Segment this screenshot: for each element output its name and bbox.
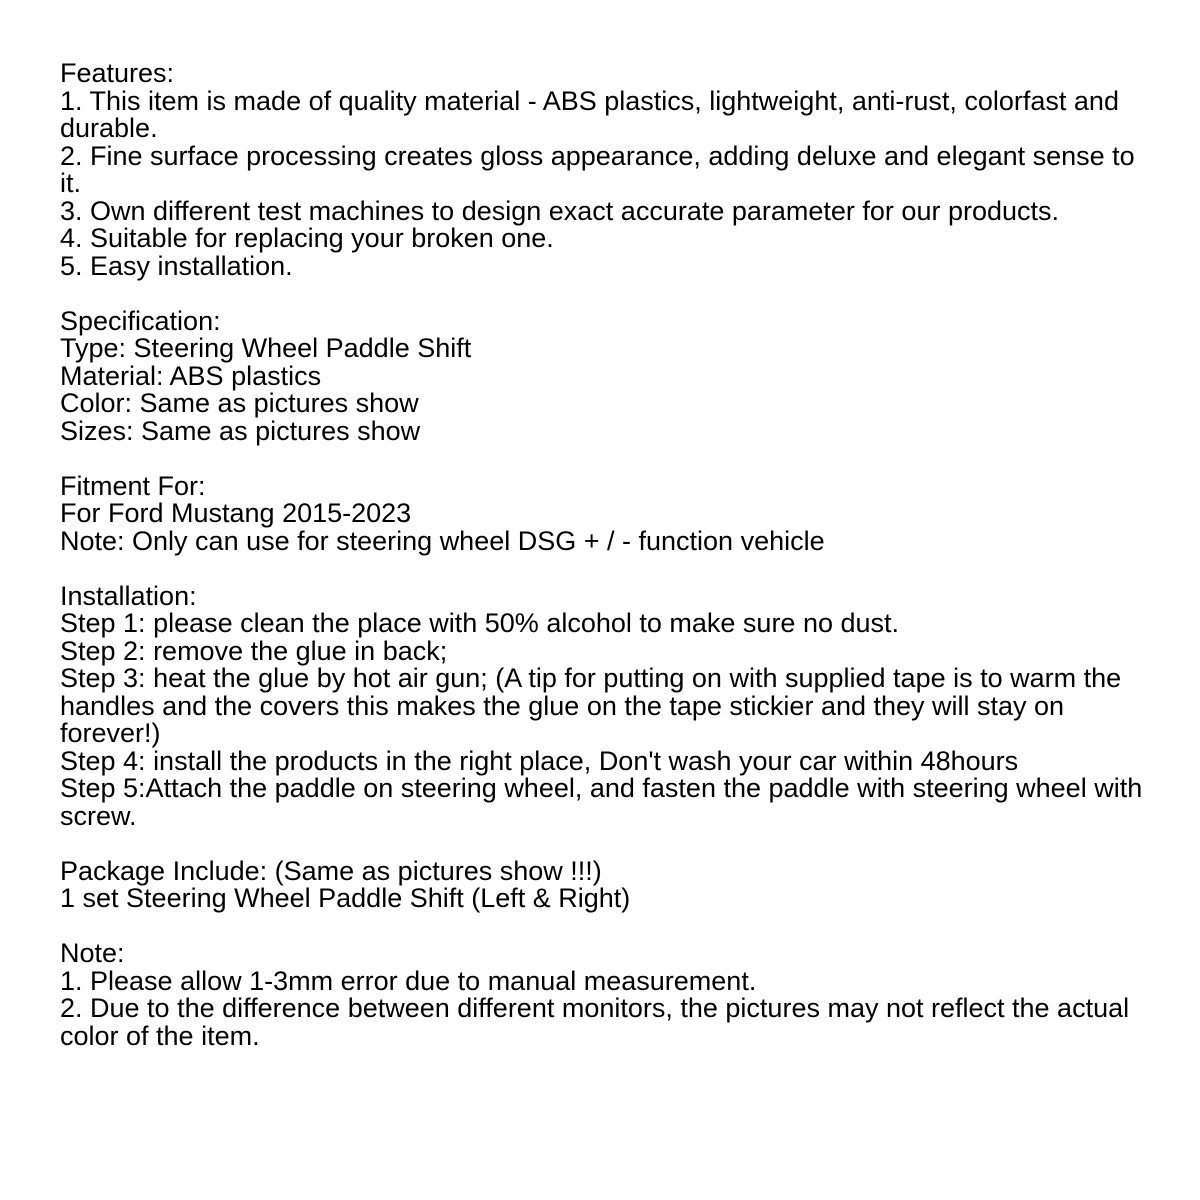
package-heading: Package Include: (Same as pictures show !!!) [60,855,602,886]
specification-paragraph: Type: Steering Wheel Paddle Shift [60,333,472,363]
section-installation [60,580,1155,831]
section-fitment [60,470,1155,556]
installation-paragraph: Step 5:Attach the paddle on steering wheel, and fasten the paddle with steering wheel with screw. [60,773,1143,831]
note-paragraph: 1. Please allow 1-3mm error due to manual measurement. [60,965,757,996]
note-paragraph: 2. Due to the difference between different monitors, the pictures may not reflect the actual color of the item. [60,993,1130,1051]
installation-paragraph: Step 1: please clean the place with 50% alcohol to make sure no dust. [60,608,900,638]
features-paragraph: 4. Suitable for replacing your broken one. [60,223,554,253]
features-paragraph: 3. Own different test machines to design exact accurate parameter for our products. [60,195,1060,226]
specification-paragraph: Material: ABS plastics [60,360,322,391]
fitment-paragraph: For Ford Mustang 2015-2023 [60,498,412,528]
features-paragraph: 2. Fine surface processing creates gloss appearance, adding deluxe and elegant sense to it. [60,140,1135,198]
fitment-heading: Fitment For: [60,470,206,501]
section-note [60,940,1155,1050]
installation-paragraph: Step 4: install the products in the right place, Don't wash your car within 48hours [60,745,1019,776]
section-specification [60,305,1155,446]
features-paragraph: 5. Easy installation. [60,250,293,281]
features-paragraph: 1. This item is made of quality material - ABS plastics, lightweight, anti-rust, colorfast and durable. [60,85,1119,143]
section-features [60,60,1155,280]
note-heading: Note: [60,938,125,968]
installation-paragraph: Step 3: heat the glue by hot air gun; (A tip for putting on with supplied tape is to warm the handles and the covers this makes the glue on the tape stickier and they will stay on forever!) [60,663,1122,748]
section-package [60,855,1155,913]
fitment-paragraph: Note: Only can use for steering wheel DSG + / - function vehicle [60,525,825,556]
specification-paragraph: Sizes: Same as pictures show [60,415,421,446]
specification-heading: Specification: [60,305,221,336]
specification-paragraph: Color: Same as pictures show [60,388,419,418]
installation-heading: Installation: [60,580,197,611]
package-paragraph: 1 set Steering Wheel Paddle Shift (Left & Right) [60,883,631,913]
installation-paragraph: Step 2: remove the glue in back; [60,635,448,666]
features-heading: Features: [60,58,175,88]
